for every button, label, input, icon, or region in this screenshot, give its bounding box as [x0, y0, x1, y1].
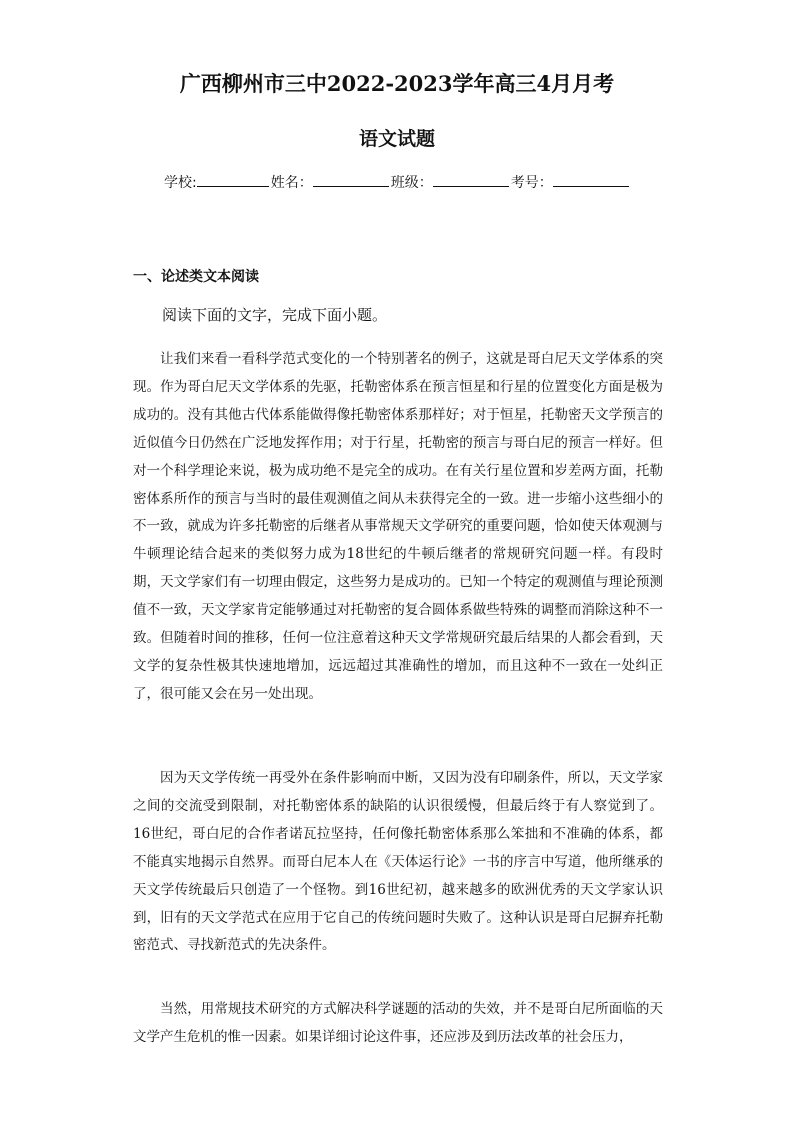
reading-instruction: 阅读下面的文字，完成下面小题。 [162, 306, 388, 324]
class-blank[interactable] [433, 172, 509, 187]
student-info-line [164, 172, 631, 192]
class-label: 班级： [390, 175, 433, 191]
name-blank[interactable] [313, 172, 389, 187]
section-heading: 一、论述类文本阅读 [133, 269, 259, 285]
passage-paragraph-2: 因为天文学传统一再受外在条件影响而中断，又因为没有印刷条件，所以，天文学家之间的交流受到限制，对托勒密体系的缺陷的认识很缓慢，但最后终于有人察觉到了。16世纪，哥白尼的合作者诺瓦拉坚持，任何像托勒密体系那么笨拙和不准确的体系，都不能真实地揭示自然界。而哥白尼本人在《天体运行论》一书的序言中写道，他所继承的天文学传统最后只创造了一个怪物。到16世纪初，越来越多的欧洲优秀的天文学家认识到，旧有的天文学范式在应用于它自己的传统问题时失败了。这种认识是哥白尼摒弃托勒密范式、寻找新范式的先决条件。 [133, 770, 663, 954]
exam-number-label: 考号： [510, 175, 553, 191]
exam-number-blank[interactable] [553, 172, 629, 187]
school-label: 学校: [164, 175, 197, 191]
document-title: 广西柳州市三中2022-2023学年高三4月月考 [179, 71, 615, 96]
document-subtitle: 语文试题 [358, 128, 435, 150]
school-blank[interactable] [197, 172, 269, 187]
passage-paragraph-1: 让我们来看一看科学范式变化的一个特别著名的例子，这就是哥白尼天文学体系的突现。作为哥白尼天文学体系的先驱，托勒密体系在预言恒星和行星的位置变化方面是极为成功的。没有其他古代体系能做得像托勒密体系那样好；对于恒星，托勒密天文学预言的近似值今日仍然在广泛地发挥作用；对于行星，托勒密的预言与哥白尼的预言一样好。但对一个科学理论来说，极为成功绝不是完全的成功。在有关行星位置和岁差两方面，托勒密体系所作的预言与当时的最佳观测值之间从未获得完全的一致。进一步缩小这些细小的不一致，就成为许多托勒密的后继者从事常规天文学研究的重要问题，恰如使天体观测与牛顿理论结合起来的类似努力成为18世纪的牛顿后继者的常规研究问题一样。有段时期，天文学家们有一切理由假定，这些努力是成功的。已知一个特定的观测值与理论预测值不一致，天文学家肯定能够通过对托勒密的复合圆体系做些特殊的调整而消除这种不一致。但随着时间的推移，任何一位注意着这种天文学常规研究最后结果的人都会看到，天文学的复杂性极其快速地增加，远远超过其准确性的增加，而且这种不一致在一处纠正了，很可能又会在另一处出现。 [133, 351, 663, 702]
name-label: 姓名： [270, 175, 313, 191]
passage-paragraph-3: 当然，用常规技术研究的方式解决科学谜题的活动的失效，并不是哥白尼所面临的天文学产生危机的惟一因素。如果详细讨论这件事，还应涉及到历法改革的社会压力， [133, 1001, 663, 1045]
